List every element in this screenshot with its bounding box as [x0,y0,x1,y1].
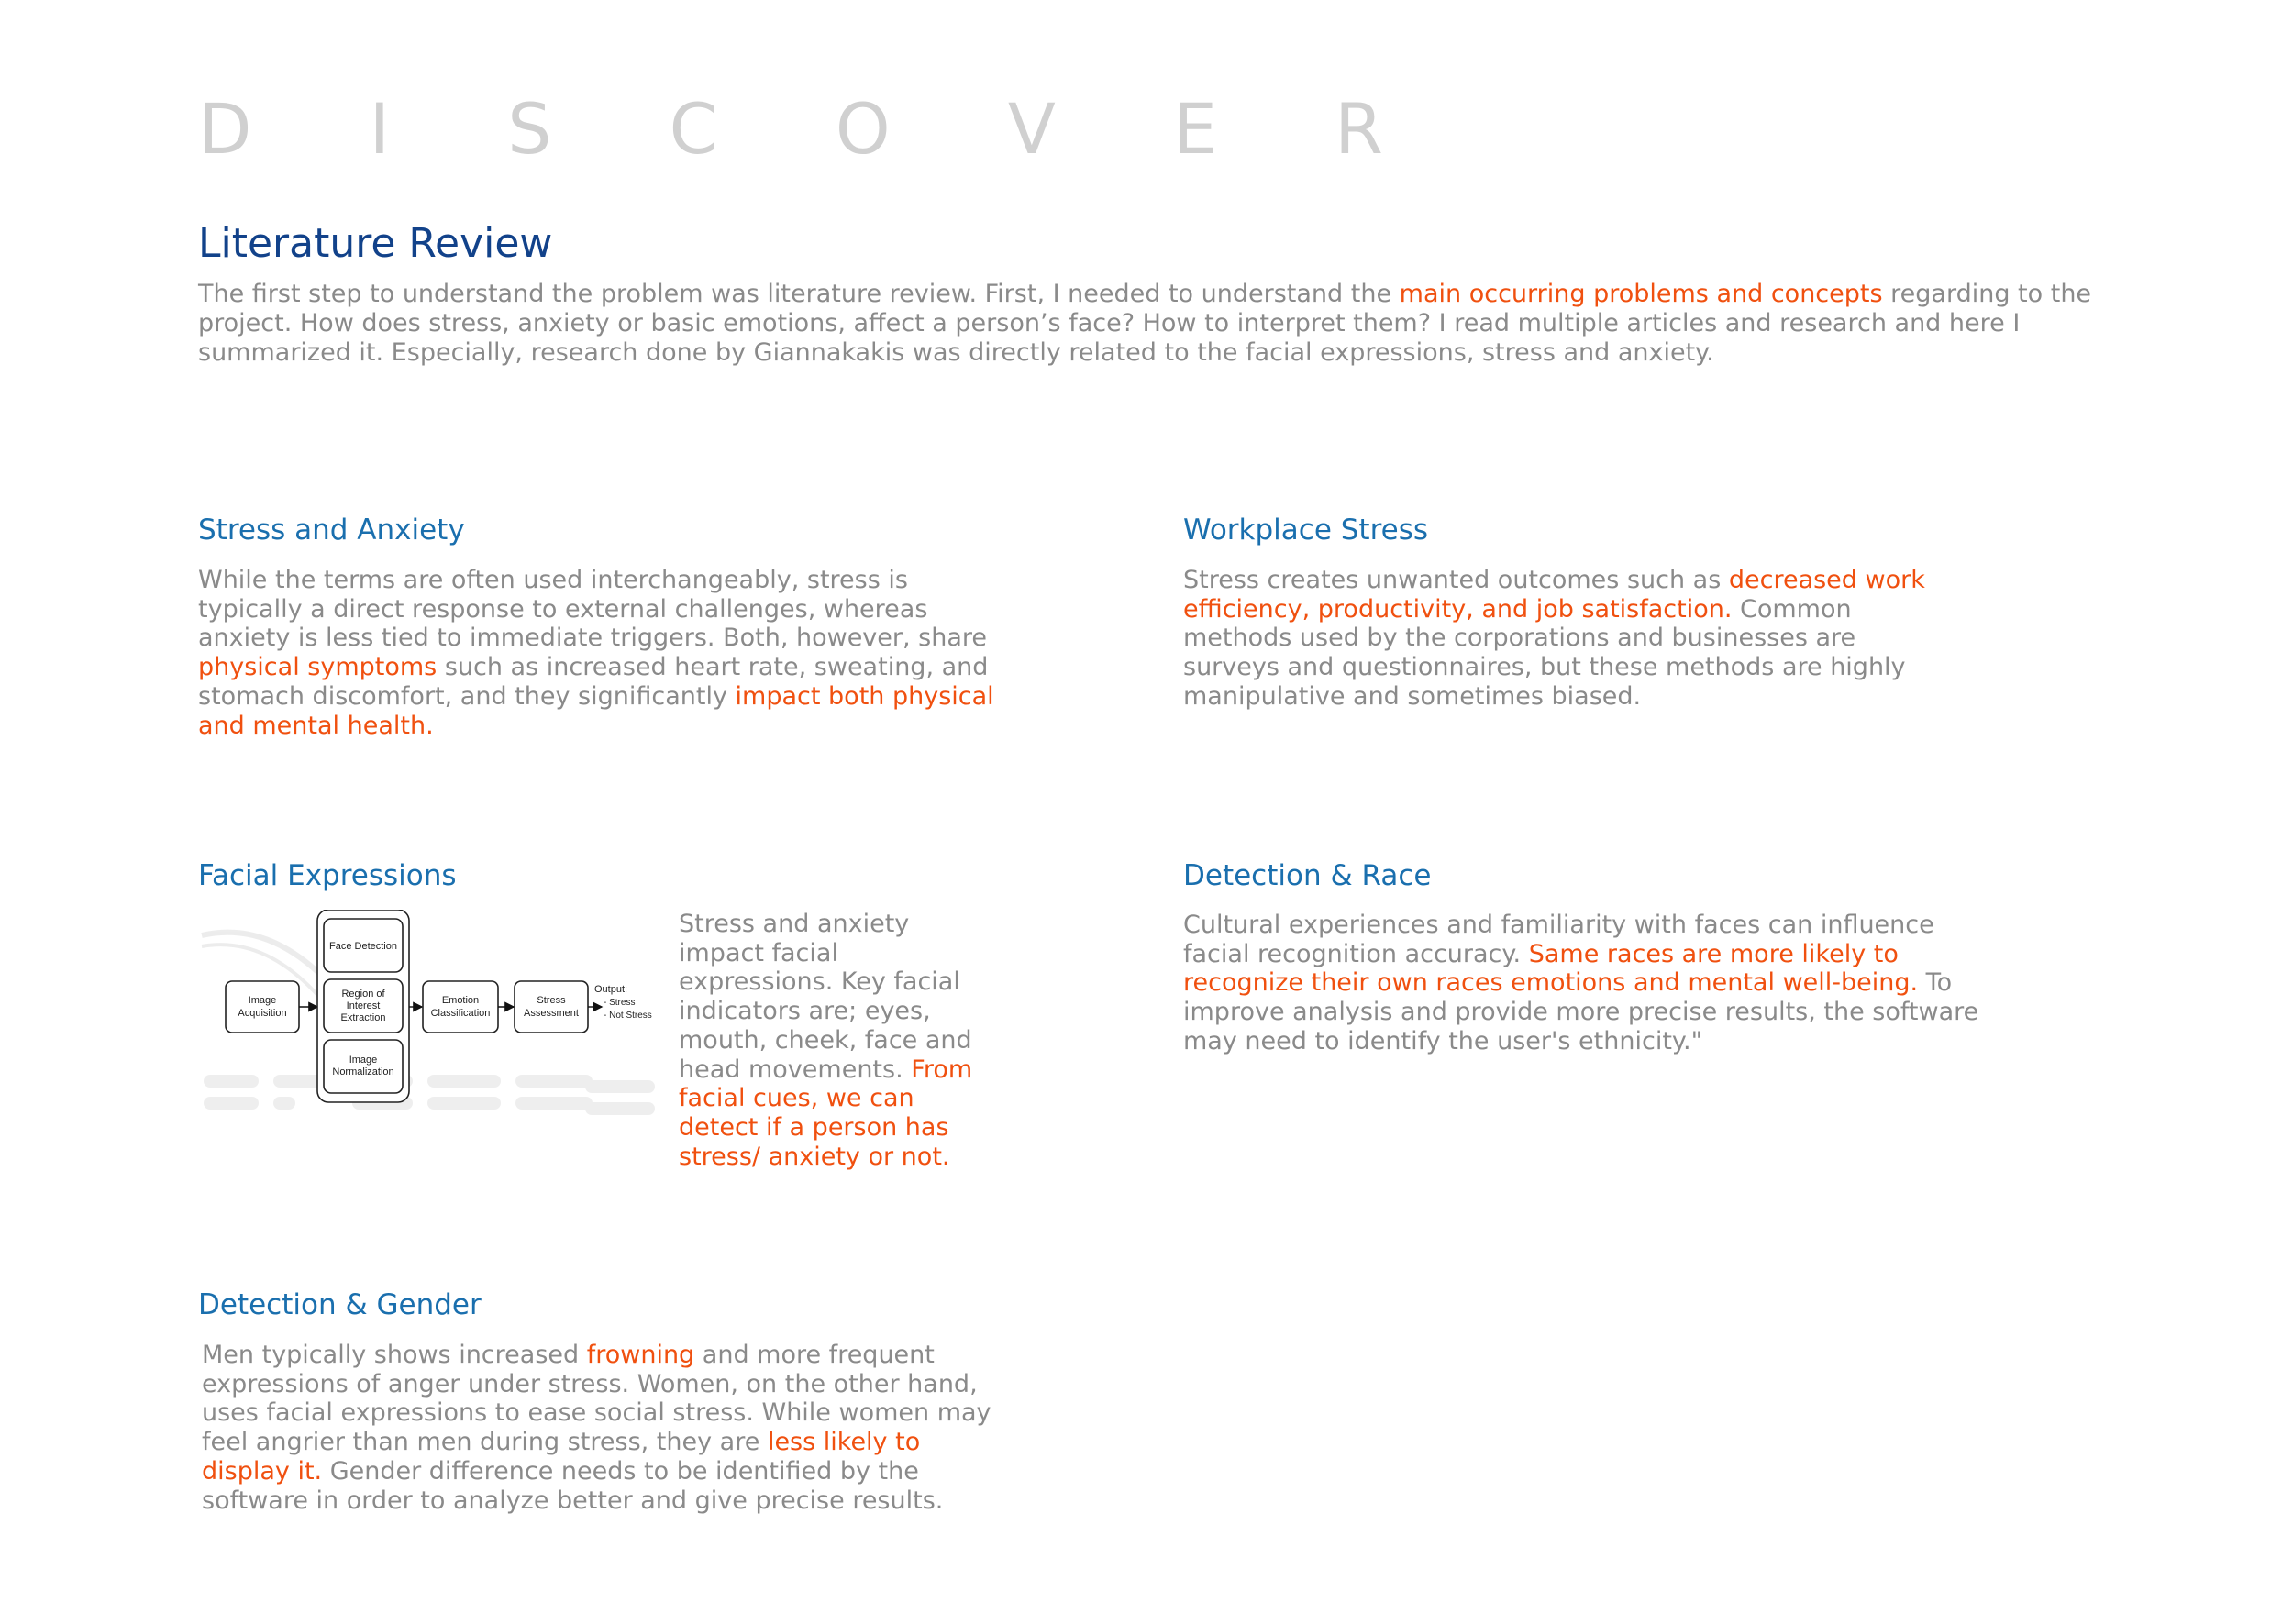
section-text-detection-gender: Men typically shows increased frowning and more frequent expressions of anger under stress. Women, on the other hand, uses facial expressions to ease social stress. While women may feel angrier than men during stress, they are less likely to display it. Gender difference needs to be identified by the software in order to analyze better and give precise results. [202,1341,991,1515]
section-text-workplace-stress: Stress creates unwanted outcomes such as decreased work efficiency, productivity, and job satisfaction. Common methods used by the corporations and businesses are surveys and questionnaires, but these methods are highly manipulative and sometimes biased. [1183,566,1925,711]
diagram-image-normalization-1: Image [349,1055,378,1066]
diagram-stress-assessment-2: Assessment [524,1008,579,1019]
section-title-facial-expressions: Facial Expressions [198,859,457,892]
diagram-image-normalization-2: Normalization [332,1066,394,1077]
section-title-stress-anxiety: Stress and Anxiety [198,514,465,547]
diagram-roi-3: Extraction [340,1012,386,1023]
diagram-image-acquisition-1: Image [248,995,277,1006]
diagram-roi-2: Interest [346,1000,381,1011]
intro-highlight: main occurring problems and concepts [1399,280,1883,308]
watermark-letters [204,1075,655,1115]
diagram-emotion-classification-2: Classification [430,1008,491,1019]
intro-paragraph: The first step to understand the problem was literature review. First, I needed to understand the main occurring problems and concepts regarding to the project. How does stress, anxiety or basic emotions, affect a person’s face? How to interpret them? I read multiple articles and research and here I summarized it. Especially, research done by Giannakakis was directly related to the facial expressions, stress and anxiety. [198,280,2092,367]
stress-detection-diagram [200,910,659,1122]
diagram-face-detection: Face Detection [329,941,397,952]
diagram-stress-assessment-1: Stress [537,995,566,1006]
section-text-facial-expressions: Stress and anxiety impact facial expressions. Key facial indicators are; eyes, mouth, cheek, face and head movements. From facial cues, we can detect if a person has stress/ anxiety or not. [679,910,973,1171]
section-title-detection-race: Detection & Race [1183,859,1432,892]
section-kicker: D I S C O V E R [198,88,1431,170]
diagram-output-not-stress: - Not Stress [604,1011,652,1021]
section-text-detection-race: Cultural experiences and familiarity with faces can influence facial recognition accuracy. Same races are more likely to recognize their own races emotions and mental well-being. To improve analysis and provide more precise results, the software may need to identify the user's ethnicity." [1183,911,1979,1055]
diagram-output-label: Output: [594,984,628,995]
diagram-roi-1: Region of [341,989,385,1000]
section-text-stress-anxiety: While the terms are often used interchangeably, stress is typically a direct response to external challenges, whereas anxiety is less tied to immediate triggers. Both, however, share physical symptoms such as increased heart rate, sweating, and stomach discomfort, and they significantly impact both physical and mental health. [198,566,994,740]
section-title-detection-gender: Detection & Gender [198,1288,482,1321]
diagram-emotion-classification-1: Emotion [441,995,480,1006]
diagram-image-acquisition-2: Acquisition [238,1008,287,1019]
section-title-workplace-stress: Workplace Stress [1183,514,1429,547]
page-title: Literature Review [198,220,553,267]
diagram-output-stress: - Stress [604,998,636,1008]
